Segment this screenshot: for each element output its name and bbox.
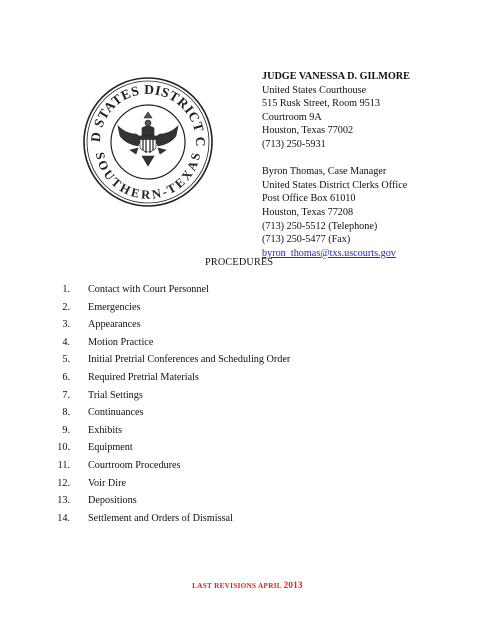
item-label: Settlement and Orders of Dismissal <box>88 512 233 524</box>
item-label: Trial Settings <box>88 389 143 401</box>
list-item <box>0 407 495 425</box>
phone-line: (713) 250-5931 <box>262 138 326 150</box>
list-item <box>0 284 495 302</box>
case-manager-line: Byron Thomas, Case Manager <box>262 166 387 178</box>
list-item <box>0 337 495 355</box>
item-label: Depositions <box>88 495 137 507</box>
contact-block <box>262 70 410 260</box>
revision-text: LAST REVISIONS APRIL <box>192 582 282 590</box>
manager-city-line: Houston, Texas 77208 <box>262 206 354 218</box>
item-number: 8. <box>62 407 70 419</box>
list-item <box>0 354 495 372</box>
courthouse-line: United States Courthouse <box>262 84 367 96</box>
item-number: 6. <box>62 371 70 383</box>
list-item <box>0 390 495 408</box>
city-line: Houston, Texas 77002 <box>262 125 354 137</box>
list-item <box>0 495 495 513</box>
revision-year: 2013 <box>283 580 303 590</box>
item-label: Courtroom Procedures <box>88 459 181 471</box>
list-item <box>0 442 495 460</box>
item-label: Equipment <box>88 442 133 454</box>
spacer <box>262 152 410 166</box>
eagle-seal-icon <box>82 76 214 208</box>
po-box-line: Post Office Box 61010 <box>262 193 356 205</box>
list-item <box>0 460 495 478</box>
list-item <box>0 513 495 531</box>
item-number: 12. <box>57 477 70 489</box>
item-label: Initial Pretrial Conferences and Scheduling Order <box>88 354 291 366</box>
item-label: Continuances <box>88 407 144 419</box>
item-number: 11. <box>57 459 70 471</box>
item-number: 1. <box>62 284 70 295</box>
telephone-line: (713) 250-5512 (Telephone) <box>262 220 378 232</box>
revision-footer <box>0 580 495 590</box>
item-number: 2. <box>62 301 70 313</box>
item-number: 7. <box>62 389 70 401</box>
item-number: 5. <box>62 354 70 366</box>
list-item <box>0 319 495 337</box>
item-label: Contact with Court Personnel <box>88 284 209 295</box>
item-label: Voir Dire <box>88 477 127 489</box>
courtroom-line: Courtroom 9A <box>262 111 322 123</box>
list-item <box>0 478 495 496</box>
judge-name: JUDGE VANESSA D. GILMORE <box>262 71 410 82</box>
fax-line: (713) 250-5477 (Fax) <box>262 234 351 246</box>
item-number: 14. <box>57 512 70 524</box>
item-label: Motion Practice <box>88 336 154 348</box>
item-label: Exhibits <box>88 424 122 436</box>
item-number: 3. <box>62 319 70 331</box>
seal-text-top: D STATES DISTRICT C <box>87 81 209 148</box>
item-label: Appearances <box>88 319 141 331</box>
item-number: 13. <box>57 495 70 507</box>
procedures-list <box>0 284 495 530</box>
item-number: 4. <box>62 336 70 348</box>
item-number: 9. <box>62 424 70 436</box>
item-label: Emergencies <box>88 301 141 313</box>
item-label: Required Pretrial Materials <box>88 371 199 383</box>
list-item <box>0 372 495 390</box>
list-item <box>0 302 495 320</box>
list-item <box>0 425 495 443</box>
clerks-office-line: United States District Clerks Office <box>262 179 408 191</box>
procedures-heading: PROCEDURES <box>205 257 274 268</box>
item-number: 10. <box>57 442 70 454</box>
seal-text-bottom: SOUTHERN-TEXAS <box>92 150 204 202</box>
address-line: 515 Rusk Street, Room 9513 <box>262 98 381 110</box>
email-link[interactable]: byron_thomas@txs.uscourts.gov <box>262 247 396 259</box>
court-seal <box>82 76 214 208</box>
